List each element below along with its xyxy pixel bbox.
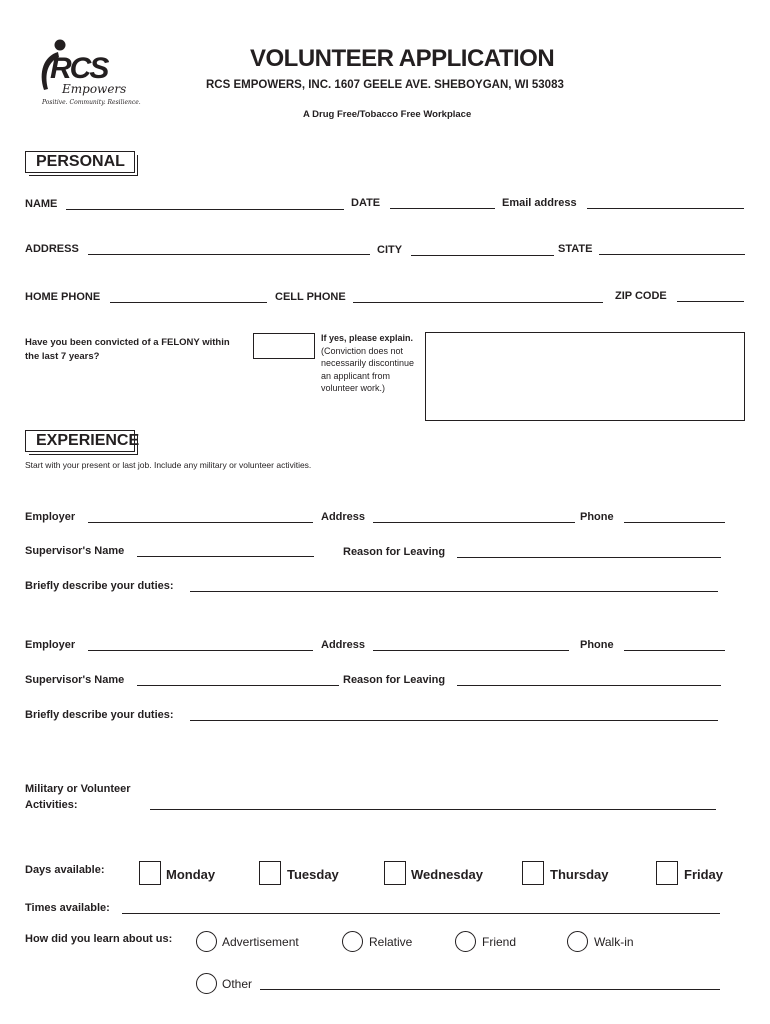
zip-field[interactable]: [677, 301, 744, 302]
home-phone-label: HOME PHONE: [25, 291, 101, 303]
city-field[interactable]: [411, 255, 554, 256]
address-field[interactable]: [88, 254, 370, 255]
times-available-field[interactable]: [122, 913, 720, 914]
zip-label: ZIP CODE: [615, 290, 667, 302]
felony-answer-box[interactable]: [253, 333, 315, 359]
duties-2-field[interactable]: [190, 720, 718, 721]
walk-in-label: Walk-in: [594, 935, 634, 949]
state-field[interactable]: [599, 254, 745, 255]
cell-phone-label: CELL PHONE: [275, 291, 346, 303]
section-experience: EXPERIENCE: [25, 430, 135, 452]
address-2-field[interactable]: [373, 650, 569, 651]
supervisor-1-label: Supervisor's Name: [25, 545, 125, 557]
felony-question-1: Have you been convicted of a FELONY within: [25, 337, 230, 348]
tuesday-label: Tuesday: [287, 867, 339, 882]
other-field[interactable]: [260, 989, 720, 990]
name-field[interactable]: [66, 209, 344, 210]
military-label-1: Military or Volunteer: [25, 783, 131, 795]
cell-phone-field[interactable]: [353, 302, 603, 303]
walk-in-radio[interactable]: [567, 931, 588, 952]
supervisor-1-field[interactable]: [137, 556, 314, 557]
reason-1-field[interactable]: [457, 557, 721, 558]
home-phone-field[interactable]: [110, 302, 267, 303]
city-label: CITY: [377, 244, 403, 256]
email-label: Email address: [502, 197, 577, 209]
date-label: DATE: [351, 197, 381, 209]
thursday-label: Thursday: [550, 867, 609, 882]
employer-1-field[interactable]: [88, 522, 313, 523]
page-title: VOLUNTEER APPLICATION: [250, 45, 555, 72]
felony-explain-5: volunteer work.): [321, 383, 386, 393]
employer-1-label: Employer: [25, 511, 76, 523]
phone-1-field[interactable]: [624, 522, 725, 523]
felony-explain-3: necessarily discontinue: [321, 358, 415, 368]
state-label: STATE: [558, 243, 593, 255]
reason-1-label: Reason for Leaving: [343, 546, 446, 558]
tuesday-checkbox[interactable]: [259, 861, 281, 885]
section-personal: PERSONAL: [25, 151, 135, 173]
other-radio[interactable]: [196, 973, 217, 994]
name-label: NAME: [25, 198, 58, 210]
logo-brand: RCS: [50, 52, 108, 85]
address-1-field[interactable]: [373, 522, 575, 523]
military-field[interactable]: [150, 809, 716, 810]
days-available-label: Days available:: [25, 864, 105, 876]
address-2-label: Address: [321, 639, 366, 651]
supervisor-2-label: Supervisor's Name: [25, 674, 125, 686]
advertisement-label: Advertisement: [222, 935, 299, 949]
employer-2-label: Employer: [25, 639, 76, 651]
wednesday-checkbox[interactable]: [384, 861, 406, 885]
logo: [34, 38, 139, 113]
address-1-label: Address: [321, 511, 366, 523]
relative-label: Relative: [369, 935, 413, 949]
org-address: RCS EMPOWERS, INC. 1607 GEELE AVE. SHEBOYGAN, WI 53083: [206, 79, 564, 91]
friend-label: Friend: [482, 935, 517, 949]
experience-instructions: Start with your present or last job. Include any military or volunteer activities.: [25, 460, 312, 470]
learn-about-label: How did you learn about us:: [25, 933, 173, 945]
email-field[interactable]: [587, 208, 744, 209]
duties-2-label: Briefly describe your duties:: [25, 709, 174, 721]
other-label: Other: [222, 977, 253, 991]
reason-2-field[interactable]: [457, 685, 721, 686]
felony-explain-1: If yes, please explain.: [321, 333, 414, 343]
felony-explanation-box[interactable]: [425, 332, 745, 421]
times-available-label: Times available:: [25, 902, 110, 914]
address-label: ADDRESS: [25, 243, 79, 255]
friday-checkbox[interactable]: [656, 861, 678, 885]
friday-label: Friday: [684, 867, 724, 882]
monday-checkbox[interactable]: [139, 861, 161, 885]
military-label-2: Activities:: [25, 799, 78, 811]
relative-radio[interactable]: [342, 931, 363, 952]
duties-1-field[interactable]: [190, 591, 718, 592]
logo-sub: Empowers: [62, 82, 127, 96]
advertisement-radio[interactable]: [196, 931, 217, 952]
wednesday-label: Wednesday: [411, 867, 484, 882]
employer-2-field[interactable]: [88, 650, 313, 651]
logo-tagline: Positive. Community. Resilience.: [42, 99, 141, 106]
felony-question-2: the last 7 years?: [25, 351, 100, 362]
reason-2-label: Reason for Leaving: [343, 674, 446, 686]
felony-explain-2: (Conviction does not: [321, 346, 404, 356]
felony-explain-4: an applicant from: [321, 371, 391, 381]
supervisor-2-field[interactable]: [137, 685, 339, 686]
duties-1-label: Briefly describe your duties:: [25, 580, 174, 592]
phone-2-field[interactable]: [624, 650, 725, 651]
workplace-policy: A Drug Free/Tobacco Free Workplace: [303, 109, 472, 120]
date-field[interactable]: [390, 208, 495, 209]
thursday-checkbox[interactable]: [522, 861, 544, 885]
phone-1-label: Phone: [580, 511, 614, 523]
friend-radio[interactable]: [455, 931, 476, 952]
phone-2-label: Phone: [580, 639, 614, 651]
monday-label: Monday: [166, 867, 216, 882]
